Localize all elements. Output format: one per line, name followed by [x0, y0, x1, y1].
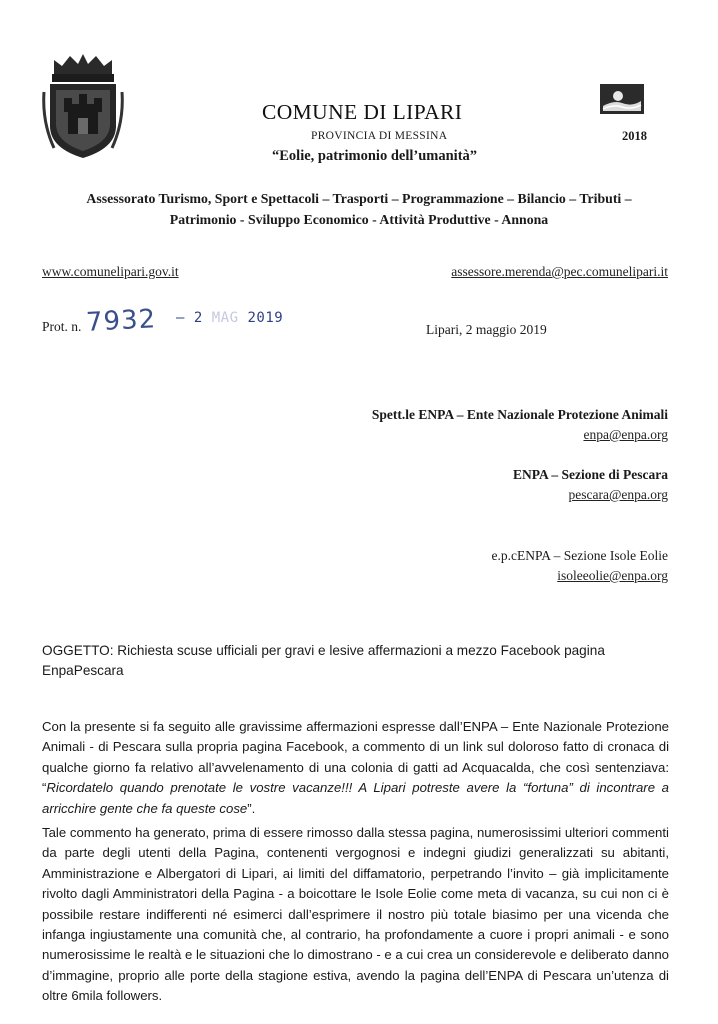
motto: “Eolie, patrimonio dell’umanità” — [272, 148, 478, 164]
cc-recipient-block — [492, 546, 668, 586]
place-date: Lipari, 2 maggio 2019 — [426, 322, 547, 337]
subject-line: OGGETTO: Richiesta scuse ufficiali per gravi e lesive affermazioni a mezzo Facebook pagina EnpaPescara — [42, 643, 605, 678]
body-paragraph-2: Tale commento ha generato, prima di essere rimosso dalla stessa pagina, numerosissimi ulteriori commenti da parte degli utenti della Pagina, contenenti vergognosi e indegni giudizi generalizzati su abitanti, Amministrazione e Albergatori di Lipari, ai limiti del diffamatorio, perpetrando l’invito – già implicitamente rivolto dagli Amministratori della Pagina - a boicottare le Isole Eolie come meta di vacanza, su cui non ci è possibile restare indifferenti né esimerci dall’esprimere il nostro più totale biasimo per una vicenda che infanga ingiustamente una comunità che, al contrario, ha profondamente a cuore i propri animali - e sono numerosissime le realtà e le situazioni che lo dimostrano - e a cui crea un considerevole e deliberato danno d’immagine, proprio alle porte della stagione estiva, avendo la pagina dell’ENPA di Pescara un’utenza di oltre 6mila followers. — [42, 825, 669, 1004]
recipient-block — [372, 405, 668, 445]
coat-of-arms-icon — [40, 52, 126, 160]
recipient-email[interactable]: pescara@enpa.org — [568, 487, 668, 502]
stamp-day: – 2 — [176, 310, 203, 326]
pec-email-link[interactable]: assessore.merenda@pec.comunelipari.it — [451, 264, 668, 279]
cc-recipient-name: e.p.cENPA – Sezione Isole Eolie — [491, 548, 668, 563]
municipality-title: COMUNE DI LIPARI — [262, 100, 463, 124]
protocol-label: Prot. n. — [42, 319, 82, 334]
stamp-month: MAG — [211, 310, 239, 326]
website-link[interactable]: www.comunelipari.gov.it — [42, 264, 179, 279]
recipient-email[interactable]: enpa@enpa.org — [583, 427, 668, 442]
recipient-name: ENPA – Sezione di Pescara — [513, 467, 668, 482]
cc-recipient-email[interactable]: isoleeolie@enpa.org — [557, 568, 668, 583]
stamp-year: 2019 — [247, 310, 284, 326]
date-stamp — [176, 310, 283, 326]
office-line-2: Patrimonio - Sviluppo Economico - Attività Produttive - Annona — [169, 212, 549, 227]
recipient-block — [513, 465, 668, 505]
protocol-number-handwritten: 7932 — [85, 304, 157, 338]
province-label: PROVINCIA DI MESSINA — [311, 130, 448, 142]
office-line-1: Assessorato Turismo, Sport e Spettacoli – Trasporti – Programmazione – Bilancio – Tributi – — [86, 191, 632, 206]
para1-intro: Con la presente si fa seguito alle gravissime affermazioni espresse dall’ENPA – Ente Nazionale Protezione Animali - di Pescara sulla propria pagina Facebook, a commento di un link sul doloroso fatto di cronaca di qualche giorno fa relativo all’avvelenamento di una colonia di gatti ad Acquacalda, che così sentenziava: “ — [42, 719, 669, 796]
body-paragraph-1 — [42, 717, 669, 819]
blue-flag-icon — [600, 84, 644, 114]
para1-quote: Ricordatelo quando prenotate le vostre vacanze!!! A Lipari potreste avere la “fortuna” di incontrare a arricchire gente che fa queste cose — [42, 780, 669, 816]
para1-end: ”. — [247, 800, 256, 816]
recipient-name: Spett.le ENPA – Ente Nazionale Protezione Animali — [371, 407, 668, 422]
year-label: 2018 — [622, 129, 647, 143]
